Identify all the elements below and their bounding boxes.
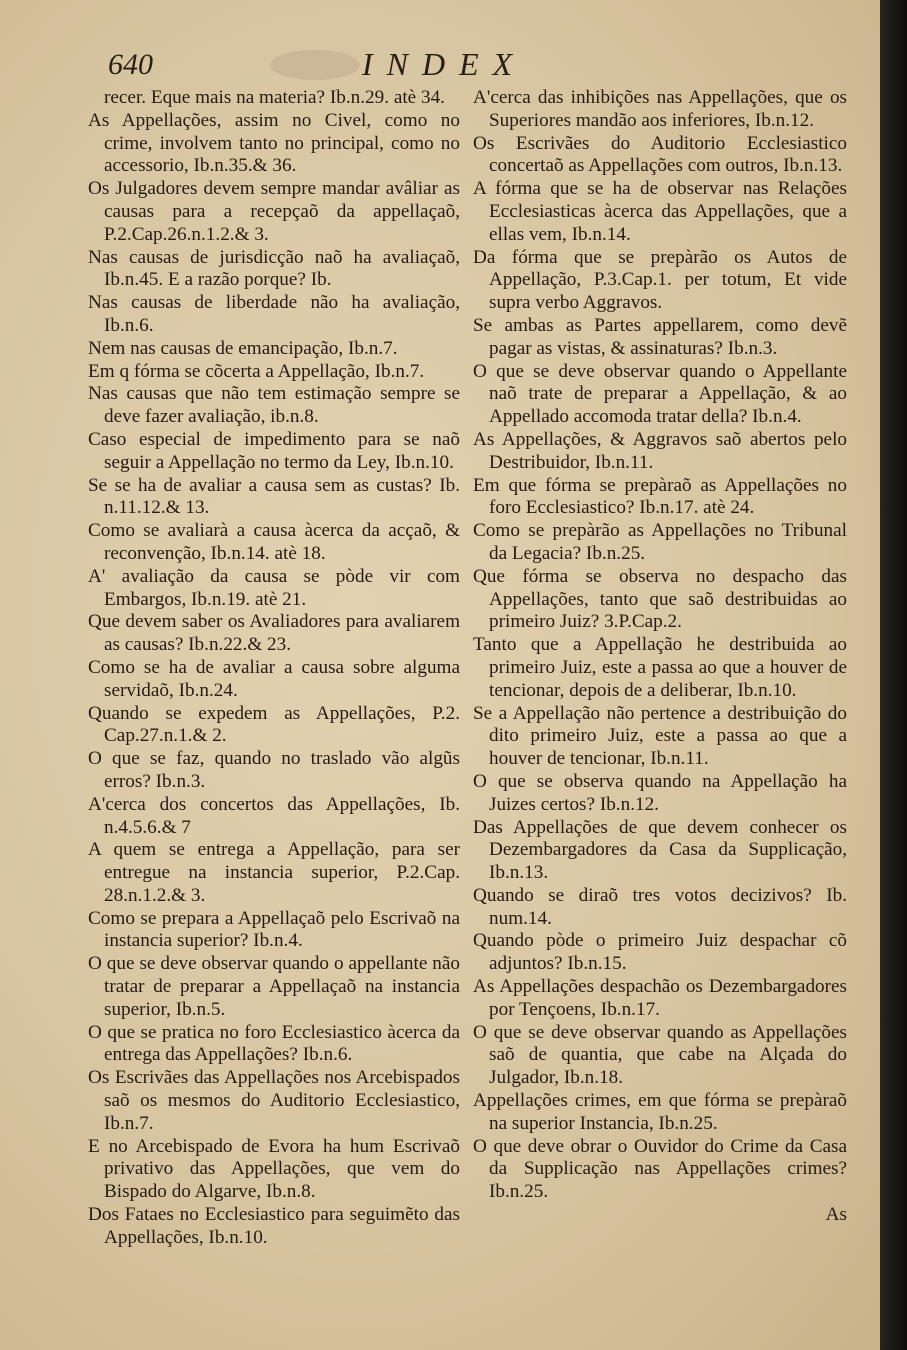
index-entry: Que fórma se observa no despacho das Appellações, tanto que saõ destribuidas ao primeiro Juiz? 3.P.Cap.2. bbox=[473, 565, 847, 633]
index-entry: Da fórma que se prepàrão os Autos de Appellação, P.3.Cap.1. per totum, Et vide supra verbo Aggravos. bbox=[473, 246, 847, 314]
running-title: INDEX bbox=[362, 46, 527, 82]
index-entry: Em que fórma se prepàraõ as Appellações no foro Ecclesiastico? Ib.n.17. atè 24. bbox=[473, 474, 847, 519]
index-entry: O que se pratica no foro Ecclesiastico àcerca da entrega das Appellações? Ib.n.6. bbox=[88, 1021, 460, 1066]
index-entry: E no Arcebispado de Evora ha hum Escrivaõ privativo das Appellações, que vem do Bispado do Algarve, Ib.n.8. bbox=[88, 1135, 460, 1203]
index-entry: A quem se entrega a Appellação, para ser entregue na instancia superior, P.2.Cap. 28.n.1.2.& 3. bbox=[88, 839, 460, 906]
page-edge-shadow bbox=[880, 0, 907, 1350]
index-entry: Os Julgadores devem sempre mandar avâliar as causas para a recepçaõ da appellaçaõ, P.2.Cap.26.n.1.2.& 3. bbox=[88, 178, 460, 245]
index-entry: Quando pòde o primeiro Juiz despachar cõ adjuntos? Ib.n.15. bbox=[473, 930, 847, 975]
index-entry: O que se deve observar quando as Appellações saõ de quantia, que cabe na Alçada do Julgador, Ib.n.18. bbox=[473, 1021, 847, 1089]
index-entry: A' avaliação da causa se pòde vir com Embargos, Ib.n.19. atè 21. bbox=[88, 565, 460, 610]
index-entry: Nem nas causas de emancipação, Ib.n.7. bbox=[88, 337, 398, 359]
index-entry: Os Escrivães das Appellações nos Arcebispados saõ os mesmos do Auditorio Ecclesiastico, Ib.n.7. bbox=[88, 1067, 460, 1134]
index-entry: O que se deve observar quando o Appellante naõ trate de preparar a Appellação, & ao Appellado accomoda tratar della? Ib.n.4. bbox=[473, 360, 847, 428]
catchword-line bbox=[473, 1204, 847, 1227]
index-entry: Nas causas que não tem estimação sempre se deve fazer avaliação, ib.n.8. bbox=[88, 383, 460, 428]
index-entry: Como se prepara a Appellaçaõ pelo Escrivaõ na instancia superior? Ib.n.4. bbox=[88, 907, 460, 952]
index-entry: Se se ha de avaliar a causa sem as custas? Ib. n.11.12.& 13. bbox=[88, 474, 460, 519]
index-entry: Que devem saber os Avaliadores para avaliarem as causas? Ib.n.22.& 23. bbox=[88, 611, 460, 656]
index-entry: Como se avaliarà a causa àcerca da acçaõ, & reconvenção, Ib.n.14. atè 18. bbox=[88, 520, 460, 564]
index-entry: A fórma que se ha de observar nas Relações Ecclesiasticas àcerca das Appellações, que a ellas vem, Ib.n.14. bbox=[473, 178, 847, 245]
page-number: 640 bbox=[108, 48, 153, 81]
page-header bbox=[0, 46, 880, 86]
index-entry: Caso especial de impedimento para se naõ seguir a Appellação no termo da Ley, Ib.n.10. bbox=[88, 428, 460, 473]
index-entry: Quando se expedem as Appellações, P.2. Cap.27.n.1.& 2. bbox=[88, 702, 460, 747]
catchword: As bbox=[825, 1204, 847, 1226]
index-entry: Em q fórma se cõcerta a Appellação, Ib.n.7. bbox=[88, 360, 425, 382]
index-entry: Appellações crimes, em que fórma se prepàraõ na superior Instancia, Ib.n.25. bbox=[473, 1090, 847, 1134]
index-entry: Como se ha de avaliar a causa sobre alguma servidaõ, Ib.n.24. bbox=[88, 656, 460, 701]
index-entry: A'cerca dos concertos das Appellações, Ib. n.4.5.6.& 7 bbox=[88, 793, 460, 838]
index-entry: Dos Fataes no Ecclesiastico para seguimẽto das Appellações, Ib.n.10. bbox=[88, 1204, 460, 1248]
index-entry: Nas causas de liberdade não ha avaliação, Ib.n.6. bbox=[88, 292, 460, 336]
index-entry: Nas causas de jurisdicção naõ ha avaliaçaõ, Ib.n.45. E a razão porque? Ib. bbox=[88, 246, 460, 291]
index-entry: Tanto que a Appellação he destribuida ao primeiro Juiz, este a passa ao que a houver de tencionar, depois de a deliberar, Ib.n.10. bbox=[473, 634, 847, 701]
index-entry: A'cerca das inhibições nas Appellações, que os Superiores mandão aos inferiores, Ib.n.12. bbox=[473, 87, 847, 131]
index-entry: As Appellações despachão os Dezembargadores por Tençoens, Ib.n.17. bbox=[473, 976, 847, 1020]
right-column bbox=[473, 87, 847, 1227]
index-entry: Como se prepàrão as Appellações no Tribunal da Legacia? Ib.n.25. bbox=[473, 520, 847, 564]
index-entry: O que se deve observar quando o appellante não tratar de preparar a Appellaçaõ na instancia superior, Ib.n.5. bbox=[88, 953, 460, 1020]
index-entry: recer. Eque mais na materia? Ib.n.29. atè 34. bbox=[104, 87, 445, 108]
index-entry: Quando se diraõ tres votos decizivos? Ib. num.14. bbox=[473, 884, 847, 929]
index-entry: Das Appellações de que devem conhecer os Dezembargadores da Casa da Supplicação, Ib.n.13. bbox=[473, 816, 847, 884]
index-entry: Se a Appellação não pertence a destribuição do dito primeiro Juiz, este a passa ao que a houver de tencionar, Ib.n.11. bbox=[473, 702, 847, 770]
index-entry: Os Escrivães do Auditorio Ecclesiastico concertaõ as Appellações com outros, Ib.n.13. bbox=[473, 132, 847, 177]
index-entry: O que se observa quando na Appellação ha Juizes certos? Ib.n.12. bbox=[473, 770, 847, 815]
index-entry: O que deve obrar o Ouvidor do Crime da Casa da Supplicação nas Appellações crimes? Ib.n.25. bbox=[473, 1135, 847, 1203]
index-entry: As Appellações, & Aggravos saõ abertos pelo Destribuidor, Ib.n.11. bbox=[473, 428, 847, 473]
index-entry: As Appellações, assim no Civel, como no crime, involvem tanto no principal, como no accessorio, Ib.n.35.& 36. bbox=[88, 109, 460, 177]
index-entry: O que se faz, quando no traslado vão algũs erros? Ib.n.3. bbox=[88, 748, 460, 792]
left-column bbox=[88, 87, 460, 1250]
index-entry: Se ambas as Partes appellarem, como devẽ pagar as vistas, & assinaturas? Ib.n.3. bbox=[473, 314, 847, 359]
